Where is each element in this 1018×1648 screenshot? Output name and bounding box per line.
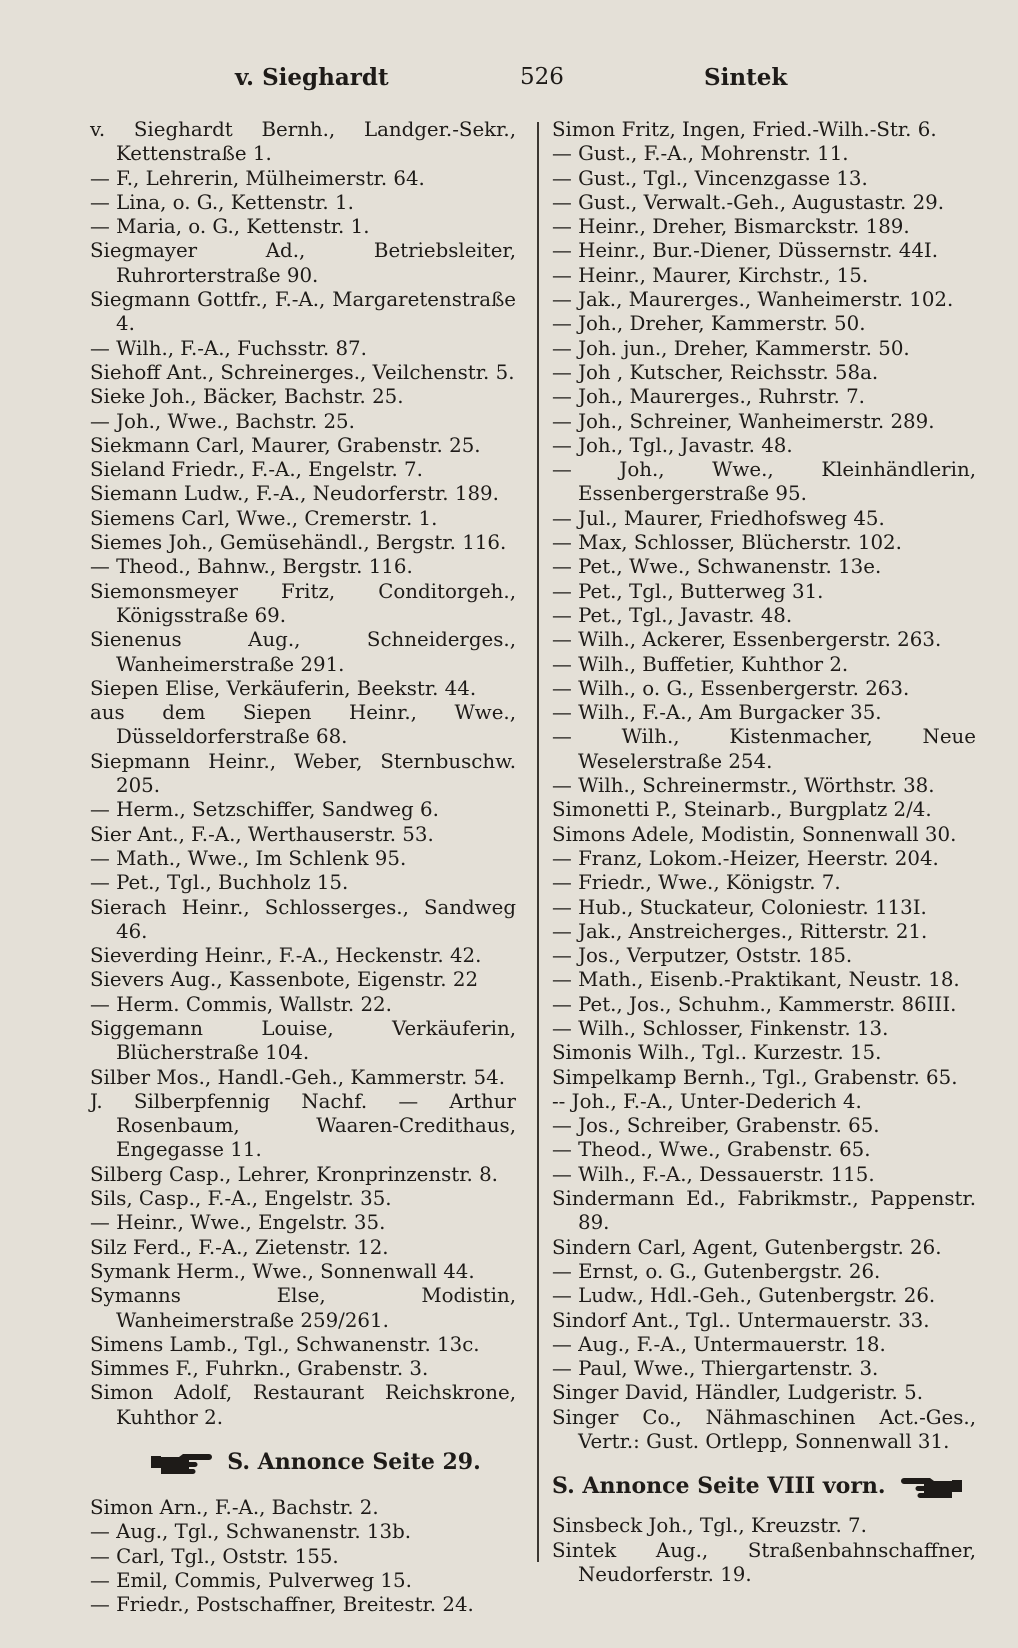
directory-entry: Singer Co., Nähmaschinen Act.-Ges., Vertr.: Gust. Ortlepp, Sonnenwall 31. [552,1405,976,1454]
directory-entry: — Gust., F.-A., Mohrenstr. 11. [552,142,849,166]
directory-entry: — Friedr., Wwe., Königstr. 7. [552,871,841,895]
directory-entry: Simons Adele, Modistin, Sonnenwall 30. [552,822,957,846]
directory-entry: — Emil, Commis, Pulverweg 15. [90,1568,412,1592]
pointing-hand-right-icon [149,1450,213,1474]
directory-entry: Sindermann Ed., Fabrikmstr., Pappenstr. 89. [552,1187,976,1235]
directory-entry: Siggemann Louise, Verkäuferin, Blücherstraße 104. [90,1016,516,1065]
directory-entry: — Wilh., Schreinermstr., Wörthstr. 38. [552,774,935,798]
right-annonce-notice [552,1472,976,1500]
directory-entry: — Friedr., Postschaffner, Breitestr. 24. [90,1593,474,1617]
directory-entry: — Wilh., Ackerer, Essenbergerstr. 263. [552,628,942,652]
directory-entry: — Pet., Tgl., Javastr. 48. [552,603,793,627]
directory-entry: Sier Ant., F.-A., Werthauserstr. 53. [90,822,434,846]
directory-entry: Sindern Carl, Agent, Gutenbergstr. 26. [552,1235,942,1259]
directory-entry: Sievers Aug., Kassenbote, Eigenstr. 22 [90,968,479,992]
directory-entry: — Joh , Kutscher, Reichsstr. 58a. [552,360,879,384]
directory-entry: — Wilh., F.-A., Am Burgacker 35. [552,701,882,725]
left-column [90,118,516,1618]
directory-entry: — Wilh., F.-A., Fuchsstr. 87. [90,336,367,360]
directory-entry: Silz Ferd., F.-A., Zietenstr. 12. [90,1235,389,1259]
directory-entry: — Heinr., Dreher, Bismarckstr. 189. [552,215,910,239]
header-right-keyword: Sintek [704,64,788,91]
directory-entry: — Heinr., Bur.-Diener, Düssernstr. 44I. [552,239,939,263]
directory-entry: — Pet., Wwe., Schwanenstr. 13e. [552,555,882,579]
directory-entry: — Aug., F.-A., Untermauerstr. 18. [552,1332,886,1356]
directory-entry: Symanns Else, Modistin, Wanheimerstraße 259/261. [90,1284,516,1332]
directory-entry: Simon Adolf, Restaurant Reichskrone, Kuhthor 2. [90,1381,516,1429]
directory-entry: v. Sieghardt Bernh., Landger.-Sekr., Kettenstraße 1. [90,118,516,166]
directory-entry: — Paul, Wwe., Thiergartenstr. 3. [552,1357,879,1381]
directory-entry: — Wilh., F.-A., Dessauerstr. 115. [552,1162,875,1186]
directory-entry: — Pet., Tgl., Butterweg 31. [552,579,824,603]
directory-entry: Simens Lamb., Tgl., Schwanenstr. 13c. [90,1332,480,1356]
directory-entry: Siepen Elise, Verkäuferin, Beekstr. 44. [90,676,477,700]
directory-entry: — Jul., Maurer, Friedhofsweg 45. [552,506,885,530]
directory-entry: — Carl, Tgl., Oststr. 155. [90,1544,339,1568]
directory-entry: Sieland Friedr., F.-A., Engelstr. 7. [90,458,423,482]
directory-entry: — Ernst, o. G., Gutenbergstr. 26. [552,1259,881,1283]
directory-entry: Sinsbeck Joh., Tgl., Kreuzstr. 7. [552,1514,867,1538]
directory-entry: — Math., Wwe., Im Schlenk 95. [90,846,407,870]
directory-entry: — Joh., Wwe., Bachstr. 25. [90,409,355,433]
directory-entry: — Herm. Commis, Wallstr. 22. [90,992,392,1016]
directory-entry: — Theod., Wwe., Grabenstr. 65. [552,1138,871,1162]
directory-entry: — Pet., Tgl., Buchholz 15. [90,871,349,895]
directory-entry: — Theod., Bahnw., Bergstr. 116. [90,555,413,579]
directory-entry: Simonis Wilh., Tgl.. Kurzestr. 15. [552,1041,882,1065]
directory-entry: Siemens Carl, Wwe., Cremerstr. 1. [90,506,438,530]
left-annonce-notice [90,1448,516,1476]
directory-entry: Silberg Casp., Lehrer, Kronprinzenstr. 8. [90,1162,498,1186]
directory-entry: Silber Mos., Handl.-Geh., Kammerstr. 54. [90,1065,506,1089]
directory-entry: — Joh., Schreiner, Wanheimerstr. 289. [552,409,935,433]
directory-entry: Sierach Heinr., Schlosserges., Sandweg 46. [90,895,516,943]
directory-entry: — Wilh., Kistenmacher, Neue Weselerstraße 254. [552,725,976,773]
directory-entry: — Wilh., Buffetier, Kuhthor 2. [552,652,849,676]
directory-entry: — Joh., Wwe., Kleinhändlerin, Essenbergerstraße 95. [552,458,976,506]
left-entries-a [90,118,516,1430]
directory-entry: — Jak., Anstreicherges., Ritterstr. 21. [552,919,928,943]
directory-entry: — Max, Schlosser, Blücherstr. 102. [552,531,902,555]
directory-entry: Siegmayer Ad., Betriebsleiter, Ruhrorterstraße 90. [90,239,516,287]
page-header [0,64,1018,104]
column-divider [537,122,539,1562]
directory-entry: Siemonsmeyer Fritz, Conditorgeh., Königsstraße 69. [90,579,516,627]
header-left-keyword: v. Sieghardt [235,64,389,91]
directory-entry: Siepmann Heinr., Weber, Sternbuschw. 205. [90,749,516,798]
directory-entry: — Jos., Schreiber, Grabenstr. 65. [552,1114,880,1138]
directory-entry: — Joh., Tgl., Javastr. 48. [552,433,793,457]
left-entries-b [90,1496,516,1617]
directory-entry: — Maria, o. G., Kettenstr. 1. [90,215,370,239]
directory-entry: — Wilh., o. G., Essenbergerstr. 263. [552,676,910,700]
directory-entry: Sintek Aug., Straßenbahnschaffner, Neudorferstr. 19. [552,1538,976,1586]
left-annonce-text: S. Annonce Seite 29. [227,1449,481,1476]
directory-entry: — Wilh., Schlosser, Finkenstr. 13. [552,1016,889,1040]
directory-entry: Symank Herm., Wwe., Sonnenwall 44. [90,1259,475,1283]
right-annonce-text: S. Annonce Seite VIII vorn. [552,1473,886,1500]
directory-entry: Sindorf Ant., Tgl.. Untermauerstr. 33. [552,1308,930,1332]
directory-entry: — Math., Eisenb.-Praktikant, Neustr. 18. [552,968,960,992]
directory-entry: aus dem Siepen Heinr., Wwe., Düsseldorferstraße 68. [90,701,516,749]
right-column [552,118,976,1587]
directory-entry: — Heinr., Wwe., Engelstr. 35. [90,1211,386,1235]
directory-entry: Simmes F., Fuhrkn., Grabenstr. 3. [90,1357,429,1381]
directory-entry: — Jak., Maurerges., Wanheimerstr. 102. [552,288,954,312]
pointing-hand-left-icon [900,1474,964,1498]
directory-entry: J. Silberpfennig Nachf. — Arthur Rosenbaum, Waaren-Credithaus, Engegasse 11. [90,1089,516,1162]
directory-entry: Sils, Casp., F.-A., Engelstr. 35. [90,1187,392,1211]
directory-entry: -- Joh., F.-A., Unter-Dederich 4. [552,1089,862,1113]
page-number: 526 [520,64,564,90]
directory-entry: Simpelkamp Bernh., Tgl., Grabenstr. 65. [552,1065,958,1089]
directory-entry: — Joh., Maurerges., Ruhrstr. 7. [552,385,865,409]
directory-entry: — Ludw., Hdl.-Geh., Gutenbergstr. 26. [552,1284,936,1308]
directory-entry: — Gust., Verwalt.-Geh., Augustastr. 29. [552,190,945,214]
directory-entry: Simon Fritz, Ingen, Fried.-Wilh.-Str. 6. [552,118,937,141]
directory-entry: Siemes Joh., Gemüsehändl., Bergstr. 116. [90,531,507,555]
directory-entry: Singer David, Händler, Ludgeristr. 5. [552,1381,923,1405]
directory-entry: Siegmann Gottfr., F.-A., Margaretenstraße 4. [90,288,516,336]
directory-entry: — Herm., Setzschiffer, Sandweg 6. [90,798,439,822]
directory-entry: Sienenus Aug., Schneiderges., Wanheimerstraße 291. [90,628,516,676]
right-entries-b [552,1514,976,1587]
directory-entry: Siemann Ludw., F.-A., Neudorferstr. 189. [90,482,499,506]
directory-entry: — Joh. jun., Dreher, Kammerstr. 50. [552,336,910,360]
directory-entry: Simon Arn., F.-A., Bachstr. 2. [90,1496,379,1520]
directory-entry: — Franz, Lokom.-Heizer, Heerstr. 204. [552,846,939,870]
directory-entry: — Pet., Jos., Schuhm., Kammerstr. 86III. [552,992,957,1016]
directory-entry: — F., Lehrerin, Mülheimerstr. 64. [90,166,425,190]
directory-entry: — Lina, o. G., Kettenstr. 1. [90,190,354,214]
directory-entry: — Hub., Stuckateur, Coloniestr. 113I. [552,895,927,919]
directory-entry: Simonetti P., Steinarb., Burgplatz 2/4. [552,798,932,822]
directory-entry: Siehoff Ant., Schreinerges., Veilchenstr. 5. [90,360,515,384]
directory-entry: — Heinr., Maurer, Kirchstr., 15. [552,263,869,287]
directory-entry: — Aug., Tgl., Schwanenstr. 13b. [90,1520,412,1544]
directory-entry: Sieverding Heinr., F.-A., Heckenstr. 42. [90,944,482,968]
directory-entry: — Joh., Dreher, Kammerstr. 50. [552,312,866,336]
directory-entry: Siekmann Carl, Maurer, Grabenstr. 25. [90,433,481,457]
directory-entry: Sieke Joh., Bäcker, Bachstr. 25. [90,385,404,409]
directory-entry: — Jos., Verputzer, Oststr. 185. [552,944,853,968]
directory-entry: — Gust., Tgl., Vincenzgasse 13. [552,166,868,190]
right-entries-a [552,118,976,1454]
